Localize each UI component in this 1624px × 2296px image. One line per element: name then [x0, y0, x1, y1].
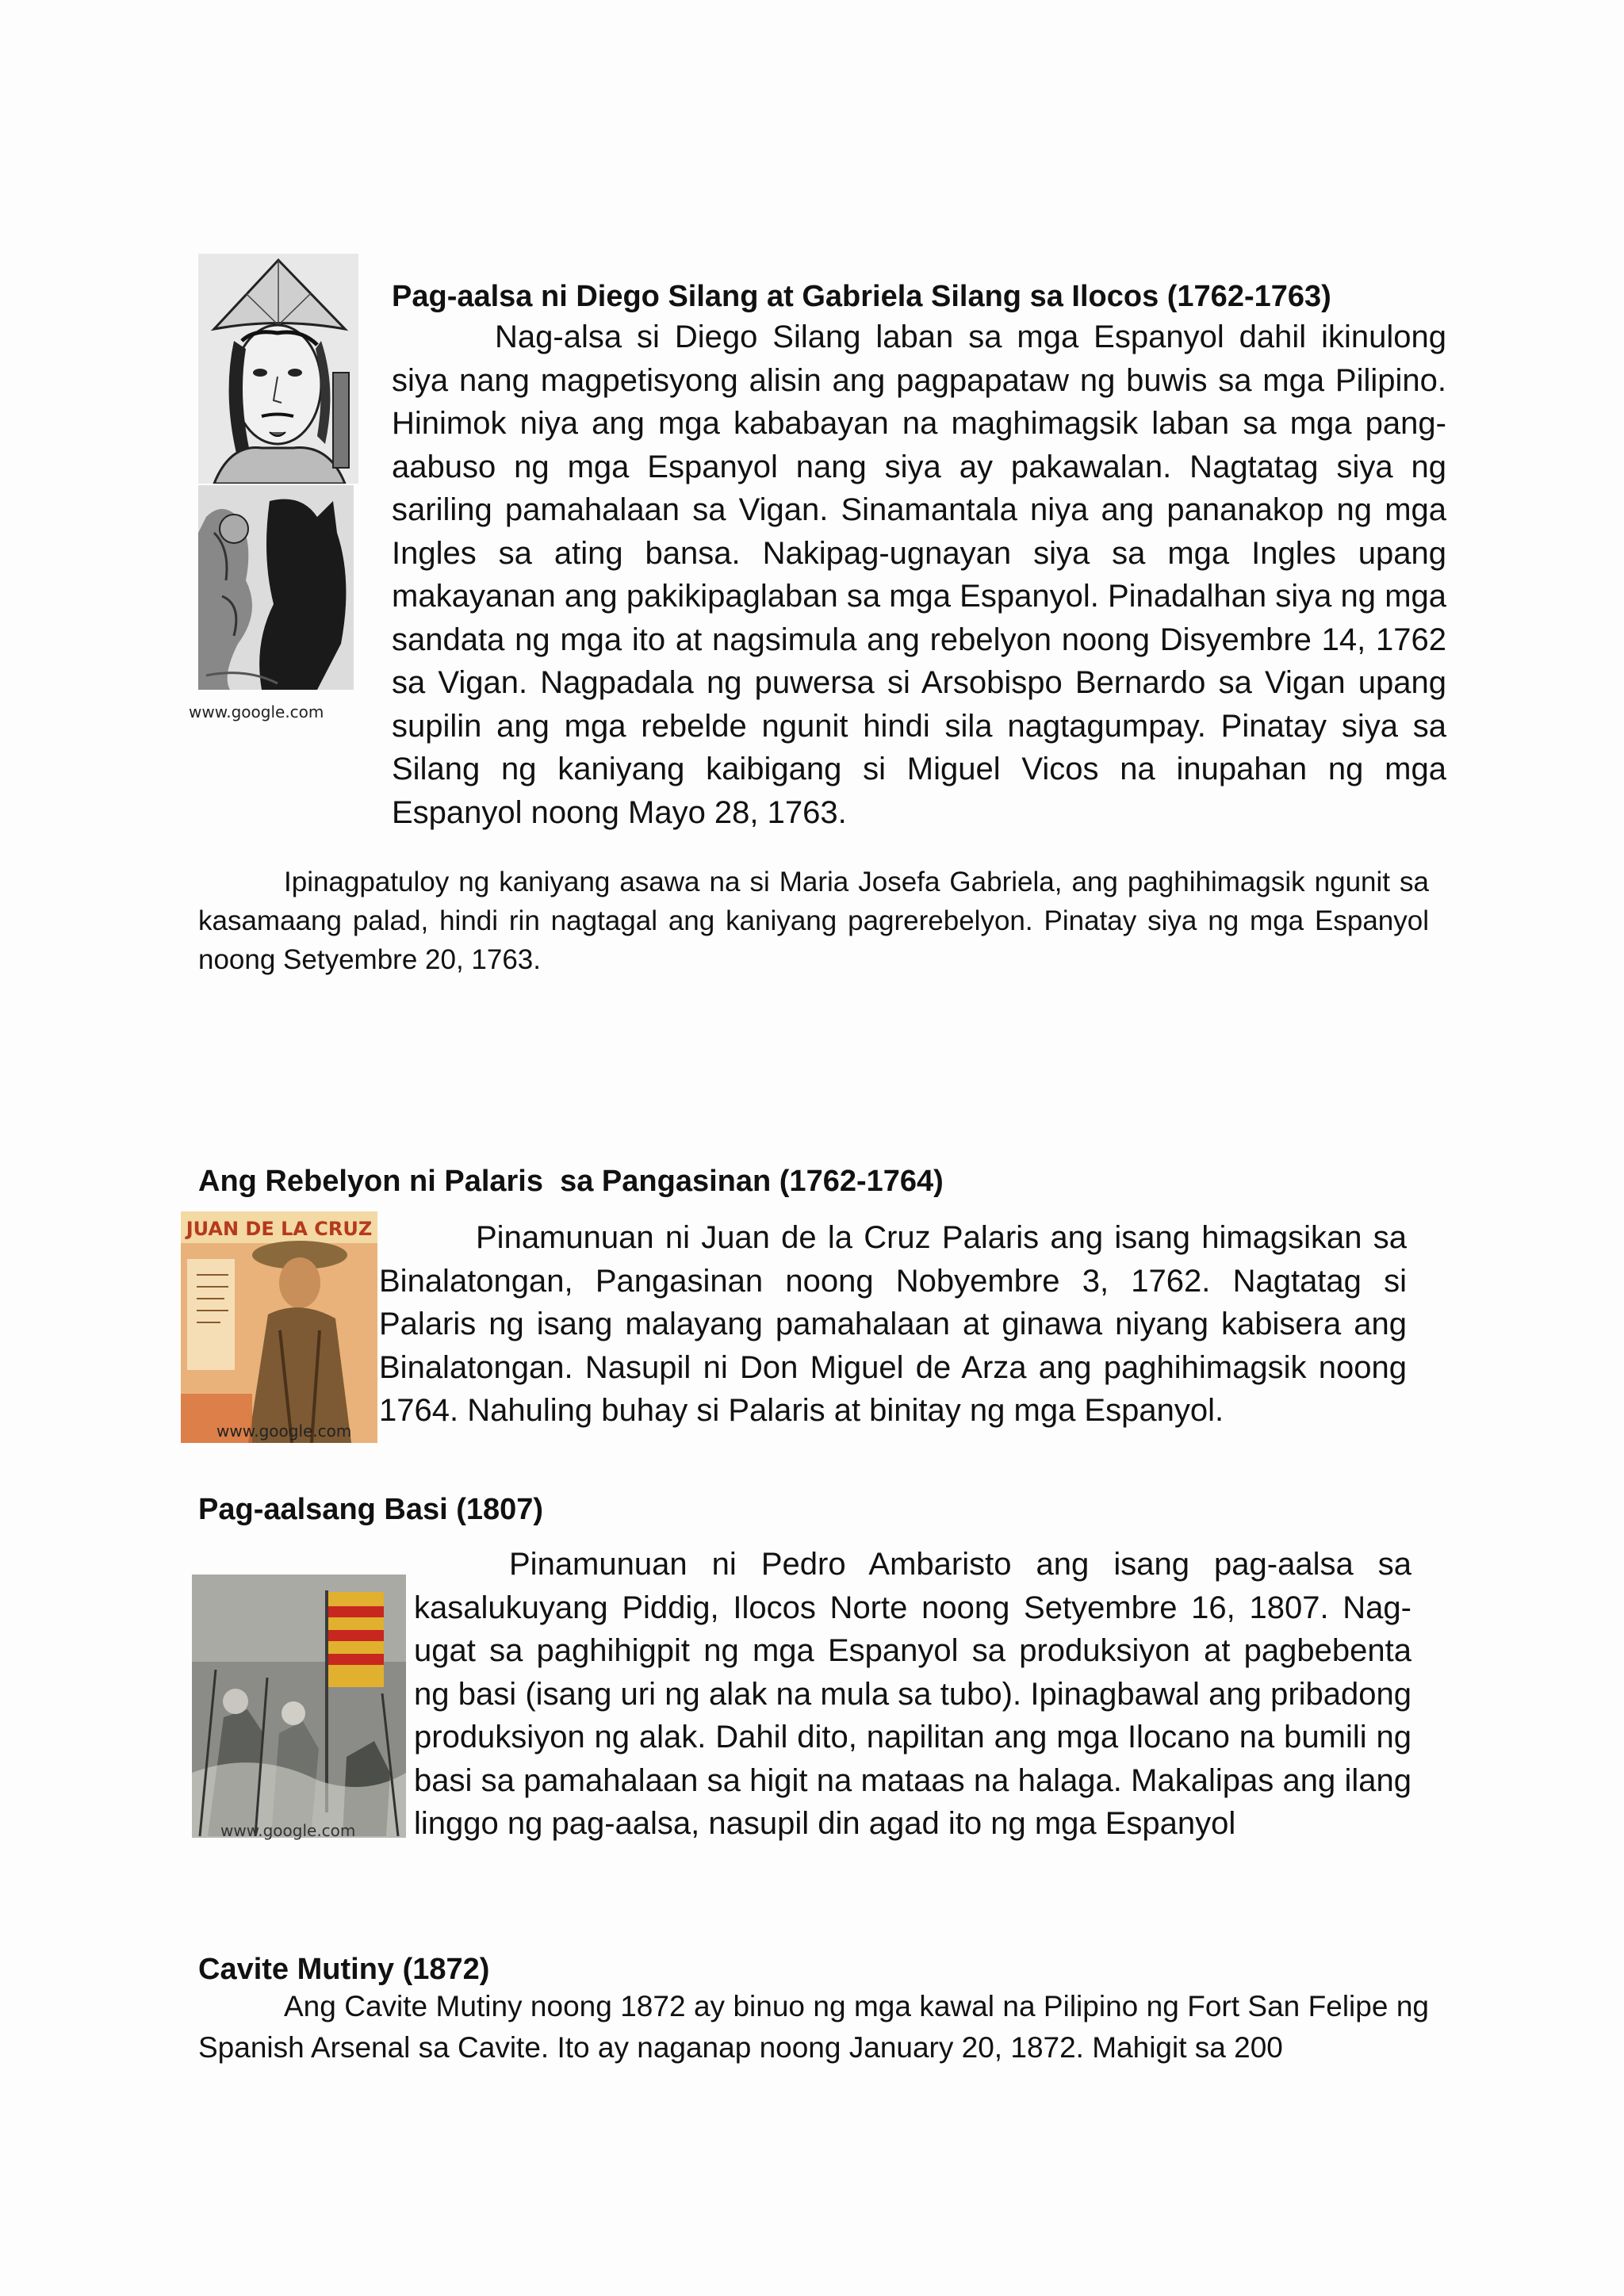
section-paragraph: Pinamunuan ni Pedro Ambaristo ang isang pag-aalsa sa kasalukuyang Piddig, Ilocos Norte noong Setyembre 16, 1807. Nag-ugat sa paghihigpit ng mga Espanyol sa produksiyon at pagbebenta ng basi (isang uri ng alak na mula sa tubo). Ipinagbawal ang pribadong produksiyon ng alak. Dahil dito, napilitan ang mga Ilocano na bumili ng basi sa pamahalaan sa higit na mataas na halaga. Makalipas ang ilang linggo ng pag-aalsa, nasupil din agad ito ng mga Espanyol	[414, 1547, 1411, 1841]
section-paragraph: Pinamunuan ni Juan de la Cruz Palaris ang isang himagsikan sa Binalatongan, Pangasinan noong Nobyembre 3, 1762. Nagtatag si Palaris ng isang malayang pamahalaan at ginawa niyang kabisera ang Binalatongan. Nasupil ni Don Miguel de Arza ang paghihimagsik noong 1764. Nahuling buhay si Palaris at binitay ng mga Espanyol.	[379, 1220, 1407, 1428]
section-paragraph-continued: Ipinagpatuloy ng kaniyang asawa na si Maria Josefa Gabriela, ang paghihimagsik ngunit sa kasamaang palad, hindi rin nagtagal ang kaniyang pagrerebelyon. Pinatay siya ng mga Espanyol noong Setyembre 20, 1763.	[198, 867, 1429, 975]
image-caption: www.google.com	[220, 1821, 356, 1840]
section-diego-silang	[392, 277, 1446, 834]
section-title-cavite: Cavite Mutiny (1872)	[198, 1953, 490, 1986]
diego-silang-portrait	[198, 254, 358, 484]
image-caption: www.google.com	[189, 702, 324, 721]
section-paragraph: Nag-alsa si Diego Silang laban sa mga Espanyol dahil ikinulong siya nang magpetisyong alisin ang pagpapataw ng buwis sa mga Pilipino. Hinimok niya ang mga kababayan na maghimagsik laban sa mga pang-aabuso ng mga Espanyol nang siya ay pakawalan. Nagtatag siya ng sariling pamahalaan sa Vigan. Sinamantala niya ang pananakop ng mga Ingles sa ating bansa. Nakipag-ugnayan siya sa mga Ingles upang makayanan ang pakikipaglaban sa mga Espanyol. Pinadalhan siya ng mga sandata ng mga ito at nagsimula ang rebelyon noong Disyembre 14, 1762 sa Vigan. Nagpadala ng puwersa si Arsobispo Bernardo sa Vigan upang supilin ang mga rebelde ngunit hindi sila nagtagumpay. Pinatay siya sa Silang ng kaniyang kaibigang si Miguel Vicos na inupahan ng mga Espanyol noong Mayo 28, 1763.	[392, 320, 1446, 830]
section-title-basi: Pag-aalsang Basi (1807)	[198, 1493, 544, 1526]
palaris-poster-image	[181, 1211, 377, 1443]
basi-revolt-painting	[192, 1575, 406, 1838]
section-title-palaris: Ang Rebelyon ni Palaris sa Pangasinan (1762-1764)	[198, 1165, 944, 1198]
diego-silang-horse-image	[198, 485, 354, 690]
section-title: Pag-aalsa ni Diego Silang at Gabriela Silang sa Ilocos (1762-1763)	[392, 280, 1331, 313]
image-caption: www.google.com	[216, 1422, 352, 1441]
section-paragraph: Ang Cavite Mutiny noong 1872 ay binuo ng mga kawal na Pilipino ng Fort San Felipe ng Spanish Arsenal sa Cavite. Ito ay naganap noong January 20, 1872. Mahigit sa 200	[198, 1990, 1429, 2064]
svg-text:JUAN DE LA CRUZ: JUAN DE LA CRUZ	[186, 1218, 373, 1240]
